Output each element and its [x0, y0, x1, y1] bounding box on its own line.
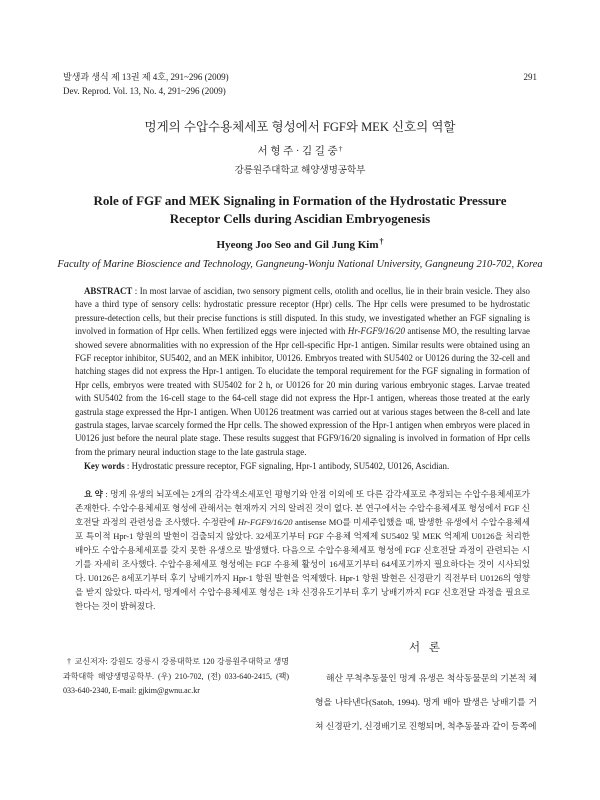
english-affiliation: Faculty of Marine Bioscience and Technology, Gangneung-Wonju National University, Gangneung 210-702, Korea: [57, 259, 543, 270]
korean-authors: [0, 145, 600, 159]
english-title-line-1: Role of FGF and MEK Signaling in Formation of the Hydrostatic Pressure: [93, 193, 507, 208]
korean-title: 멍게의 수압수용체세포 형성에서 FGF와 MEK 신호의 역할: [144, 120, 456, 134]
english-author-names: Hyeong Joo Seo and Gil Jung Kim: [216, 239, 379, 251]
english-authors: [0, 238, 600, 252]
abstract-italic-gene: Hr-FGF9/16/20: [347, 326, 405, 337]
journal-citation-english: Dev. Reprod. Vol. 13, No. 4, 291~296 (2009): [63, 86, 226, 96]
english-title-line-2: Receptor Cells during Ascidian Embryogenesis: [169, 211, 431, 226]
introduction-text: 해산 무척추동물인 멍게 유생은 척삭동물문의 기본적 체형을 나타낸다(Satoh, 1994). 멍게 배아 발생은 낭배기를 거쳐 신경판기, 신경배기로 진행되며, 척추동물과 같이 등쪽에: [315, 673, 537, 731]
journal-citation: [63, 70, 229, 98]
footnote-mark: †: [67, 657, 72, 666]
abstract-text-part-1: In most larvae of ascidian, two sensory pigment cells, otolith and ocellus, lie in their brain vesicle. They also have a third type of sensory cells: hydrostatic pressure receptor (Hpr) cells. The Hpr cells were presumed to be hydrostatic pressure-detection cells, but their precise functions is still disputed. In this study, we investigated whether an FGF signaling is involved in formation of Hpr cells. When fertilized eggs were injected with: [75, 286, 530, 337]
corresponding-author-footnote: [63, 655, 289, 699]
introduction-heading: 서 론: [408, 642, 444, 654]
keywords: [75, 460, 530, 473]
journal-citation-korean: 발생과 생식 제 13권 제 4호, 291~296 (2009): [63, 72, 229, 82]
page-number: 291: [523, 72, 537, 82]
english-abstract: [75, 285, 530, 459]
korean-abstract-italic-gene: Hr-FGF9/16/20: [237, 516, 293, 527]
korean-abstract-text-part-1: 멍게 유생의 뇌포에는 2개의 감각색소세포인 평형기와 안점 이외에 또 다른 감각세포로 추정되는 수압수용체세포가 존재한다. 수압수용체세포 형성에 관해서는 현재까지 거의 알려진 것이 없다. 본 연구에서는 수압수용체세포 형성에서 FGF 신호전달 과정의 관련성을 조사했다. 수정란에: [75, 488, 530, 527]
abstract-text-part-2: antisense MO, the resulting larvae showed severe abnormalities with no expression of the Hpr cell-specific Hpr-1 antigen. Similar results were obtained using an FGF receptor inhibitor, SU5402, and an MEK inhibitor, U0126. Embryos treated with SU5402 or U0126 during the 32-cell and hatching stages did not express the Hpr-1 antigen. To elucidate the temporal requirement for the FGF signaling in formation of Hpr cells, embryos were treated with SU5402 for 2 h, or U0126 for 20 min during various embryonic stages. Larvae treated with SU5402 from the 16-cell stage to the 64-cell stage did not express the Hpr-1 antigen, whereas those treated at the early gastrula stage expressed the Hpr-1 antigen. When U0126 treatment was carried out at various stages between the 8-cell and late gastrula stages, larvae scarcely formed the Hpr cells. The showed expression of the Hpr-1 antigen when embryos were placed in U0126 just before the neural plate stage. These results suggest that FGF9/16/20 signaling is involved in formation of Hpr cells from the primary neural induction stage to the late gastrula stage.: [75, 326, 530, 457]
abstract-label: ABSTRACT: [84, 286, 133, 296]
abstract-separator: :: [132, 286, 140, 296]
korean-abstract-label: 요 약: [84, 488, 103, 499]
korean-abstract-separator: :: [102, 488, 111, 499]
korean-author-names: 서 형 주 · 김 길 중: [257, 146, 338, 157]
korean-affiliation: 강릉원주대학교 해양생명공학부: [234, 166, 366, 176]
korean-abstract: [75, 487, 530, 613]
abstract-section: [75, 285, 530, 613]
footnote-text: 교신저자: 강원도 강릉시 강릉대학로 120 강릉원주대학교 생명과학대학 해양생명공학부. (우) 210-702, (전) 033-640-2415, (팩) 033-640-2340, E-mail: gjkim@gwnu.ac.kr: [63, 657, 290, 695]
keywords-separator: :: [124, 461, 132, 472]
korean-abstract-text-part-2: antisense MO를 미세주입했을 때, 발생한 유생에서 수압수용체세포 특이적 Hpr-1 항원의 발현이 검출되지 않았다. 32세포기부터 FGF 수용체 억제제 SU5402 및 MEK 억제제 U0126을 처리한 배아도 수압수용체세포를 갖지 못한 유생으로 발생했다. 다음으로 수압수용체세포 형성에 FGF 신호전달 과정이 관련되는 시기를 자세히 조사했다. 수압수용체세포 형성에는 FGF 수용체 활성이 16세포기부터 64세포기까지 필요하다는 것이 시사되었다. U0126은 8세포기부터 후기 낭배기까지 Hpr-1 항원 발현을 억제했다. Hpr-1 항원 발현은 신경판기 직전부터 U0126의 영향을 받지 않았다. 따라서, 멍게에서 수압수용체세포 형성은 1차 신경유도기부터 후기 낭배기까지 FGF 신호전달 과정을 필요로 한다는 것이 밝혀졌다.: [75, 516, 530, 611]
corresponding-author-mark: †: [379, 237, 384, 247]
keywords-label: Key words: [84, 461, 125, 472]
keywords-text: Hydrostatic pressure receptor, FGF signaling, Hpr-1 antibody, SU5402, U0126, Ascidian.: [131, 461, 450, 472]
corresponding-author-mark: †: [338, 143, 343, 153]
english-title: [0, 192, 600, 228]
